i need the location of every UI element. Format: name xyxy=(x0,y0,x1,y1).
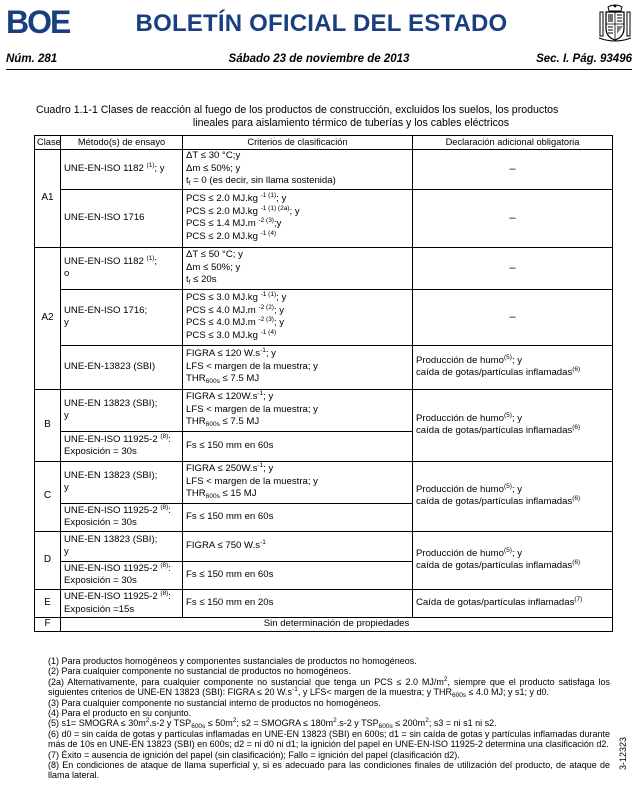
table-footnotes xyxy=(36,656,610,781)
criteria-cell: FIGRA ≤ 750 $W.s^{-1}$ xyxy=(183,531,413,561)
table-row xyxy=(35,247,613,289)
table-row xyxy=(35,189,613,247)
declaration-cell: – xyxy=(413,289,613,345)
caption-line-1: Cuadro 1.1-1 Clases de reacción al fuego de los productos de construcción, excluidos los suelos, los productos xyxy=(36,104,559,116)
criteria-cell: ΔT ≤ 30 °C;y Δm ≤ 50%; y $t_f = 0$ (es decir, sin llama sostenida) xyxy=(183,149,413,189)
criteria-cell: Fs ≤ 150 mm en 60s xyxy=(183,561,413,589)
method-cell: UNE-EN-ISO 1716 xyxy=(61,189,183,247)
document-code: 3-12323 xyxy=(618,736,628,770)
method-cell: UNE-EN-ISO 11925-2 $^{(8)}$: Exposición =15s xyxy=(61,589,183,617)
footnote-4: (4) Para el producto en su conjunto. xyxy=(48,708,192,719)
method-cell: UNE-EN-ISO 1182 $^{(1)}$; y xyxy=(61,149,183,189)
method-cell: UNE-EN 13823 (SBI); y xyxy=(61,389,183,431)
footnote-7: (7) Éxito = ausencia de ignición del papel (sin clasificación); Fallo = ignición del papel (clasificación d2). xyxy=(48,749,460,760)
header-clase: Clase xyxy=(35,136,61,150)
issue-number: Núm. 281 xyxy=(6,53,58,65)
method-cell: UNE-EN-ISO 1716; y xyxy=(61,289,183,345)
footnote-5: (5) s1= SMOGRA ≤ $30m^2.s-2$ y $TSP_{600s} \le 50m^2$; s2 = SMOGRA ≤ $180m^2.s-2$ y $TSP_{600s} \le 200m^2$; s3 = ni s1 ni s2. xyxy=(48,717,497,731)
class-cell-d: D xyxy=(35,531,61,589)
class-cell-f: F xyxy=(35,618,61,632)
criteria-cell: Fs ≤ 150 mm en 20s xyxy=(183,589,413,617)
fire-reaction-classes-table xyxy=(34,135,613,632)
declaration-cell: – xyxy=(413,189,613,247)
header-criterios: Criterios de clasificación xyxy=(183,136,413,150)
method-cell: UNE-EN 13823 (SBI); y xyxy=(61,461,183,503)
criteria-cell: FIGRA ≤ $250W.s^{-1}$; y LFS < margen de la muestra; y $THR_{600s} \le 15$ MJ xyxy=(183,461,413,503)
declaration-cell: Producción de humo$^{(5)}$; y caída de gotas/partículas inflamadas$^{(6)}$ xyxy=(413,461,613,531)
footnote-8: (8) En condiciones de ataque de llama superficial y, si es adecuado para las condiciones finales de utilización del producto, de ataque de llama lateral. xyxy=(48,760,610,781)
header-metodos: Método(s) de ensayo xyxy=(61,136,183,150)
class-cell-b: B xyxy=(35,389,61,461)
method-cell: UNE-EN-ISO 11925-2 $^{(8)}$: Exposición = 30s xyxy=(61,431,183,461)
footnote-2a: (2a) Alternativamente, para cualquier componente no sustancial que tenga un PCS ≤ 2.0 $MJ/m^2$, siempre que el producto satisfaga los siguientes criterios de UNE-EN 13823 (SBI): FIGRA ≤ 20 $W.s^{-1}$, y LFS< margen de la muestra; y $THR_{600s} \le 4.0$ MJ; y s1; y d0. xyxy=(48,675,610,700)
declaration-cell: – xyxy=(413,247,613,289)
table-row xyxy=(35,345,613,389)
method-cell: UNE-EN-ISO 11925-2 $^{(8)}$: Exposición = 30s xyxy=(61,503,183,531)
section-page: Sec. I. Pág. 93496 xyxy=(536,53,632,65)
caption-line-2: lineales para aislamiento térmico de tuberías y los cables eléctricos xyxy=(192,117,510,129)
declaration-cell: Producción de humo$^{(5)}$; y caída de gotas/partículas inflamadas$^{(6)}$ xyxy=(413,345,613,389)
method-cell: UNE-EN-ISO 11925-2 $^{(8)}$: Exposición = 30s xyxy=(61,561,183,589)
criteria-cell: FIGRA ≤ $120W.s^{-1}$; y LFS < margen de la muestra; y $THR_{600s} \le 7.5$ MJ xyxy=(183,389,413,431)
boe-logo-text: BOE xyxy=(6,7,70,37)
criteria-cell: FIGRA ≤ 120 $W.s^{-1}$; y LFS < margen de la muestra; y $THR_{600s} \le 7.5$ MJ xyxy=(183,345,413,389)
criteria-cell: ΔT ≤ 50 °C; y Δm ≤ 50%; y $t_f \le 20s$ xyxy=(183,247,413,289)
method-cell: UNE-EN 13823 (SBI); y xyxy=(61,531,183,561)
table-row xyxy=(35,589,613,617)
class-cell-e: E xyxy=(35,589,61,617)
table-row xyxy=(35,618,613,632)
table-header-row xyxy=(35,136,613,150)
page-title: BOLETÍN OFICIAL DEL ESTADO xyxy=(135,10,508,37)
table-row xyxy=(35,149,613,189)
declaration-cell: Producción de humo$^{(5)}$; y caída de gotas/partículas inflamadas$^{(6)}$ xyxy=(413,389,613,461)
issue-date: Sábado 23 de noviembre de 2013 xyxy=(228,53,410,65)
method-cell: UNE-EN-ISO 1182 $^{(1)}$; o xyxy=(61,247,183,289)
spain-coat-of-arms-icon xyxy=(596,4,634,44)
footnote-2: (2) Para cualquier componente no sustancial de productos no homogéneos. xyxy=(48,666,351,677)
issue-meta-bar xyxy=(6,53,632,69)
criteria-cell: Fs ≤ 150 mm en 60s xyxy=(183,503,413,531)
criteria-cell: Fs ≤ 150 mm en 60s xyxy=(183,431,413,461)
class-cell-a2: A2 xyxy=(35,247,61,389)
declaration-cell: Producción de humo$^{(5)}$; y caída de gotas/partículas inflamadas$^{(6)}$ xyxy=(413,531,613,589)
table-row xyxy=(35,461,613,503)
table-caption xyxy=(36,104,616,130)
class-cell-a1: A1 xyxy=(35,149,61,247)
method-cell: UNE-EN-13823 (SBI) xyxy=(61,345,183,389)
footnote-6: (6) d0 = sin caída de gotas y partículas inflamadas en UNE-EN 13823 (SBI) en 600s; d1 = sin caída de gotas y partículas inflamadas durante más de 10s en UNE-EN 13823 (SBI) en 600s; d2 = ni d0 ni d1; la ignición del papel en UNE-EN-ISO 11925-2 determina una clasificación d2. xyxy=(48,728,610,750)
declaration-cell: Caída de gotas/partículas inflamadas$^{(7)}$ xyxy=(413,589,613,617)
footnote-1: (1) Para productos homogéneos y componentes sustanciales de productos no homogéneos. xyxy=(48,656,417,666)
header-declaracion: Declaración adicional obligatoria xyxy=(413,136,613,150)
declaration-cell: – xyxy=(413,149,613,189)
class-f-description: Sin determinación de propiedades xyxy=(61,618,613,632)
table-row xyxy=(35,289,613,345)
criteria-cell: PCS ≤ 3.0 MJ.kg $^{-1 (1)}$; y PCS ≤ 4.0 MJ.m $^{-2 (2)}$; y PCS ≤ 4.0 MJ.m $^{-2 (3)}$; y PCS ≤ 3.0 MJ.kg $^{-1 (4)}$ xyxy=(183,289,413,345)
footnote-3: (3) Para cualquier componente no sustancial interno de productos no homogéneos. xyxy=(48,697,381,708)
table-row xyxy=(35,389,613,431)
table-row xyxy=(35,531,613,561)
header-divider xyxy=(6,69,632,70)
criteria-cell: PCS ≤ 2.0 MJ.kg $^{-1 (1)}$; y PCS ≤ 2.0 MJ.kg $^{-1 (1) (2a)}$; y PCS ≤ 1.4 MJ.m $^{-2 (3)}$;y PCS ≤ 2.0 MJ.kg $^{-1 (4)}$ xyxy=(183,189,413,247)
class-cell-c: C xyxy=(35,461,61,531)
